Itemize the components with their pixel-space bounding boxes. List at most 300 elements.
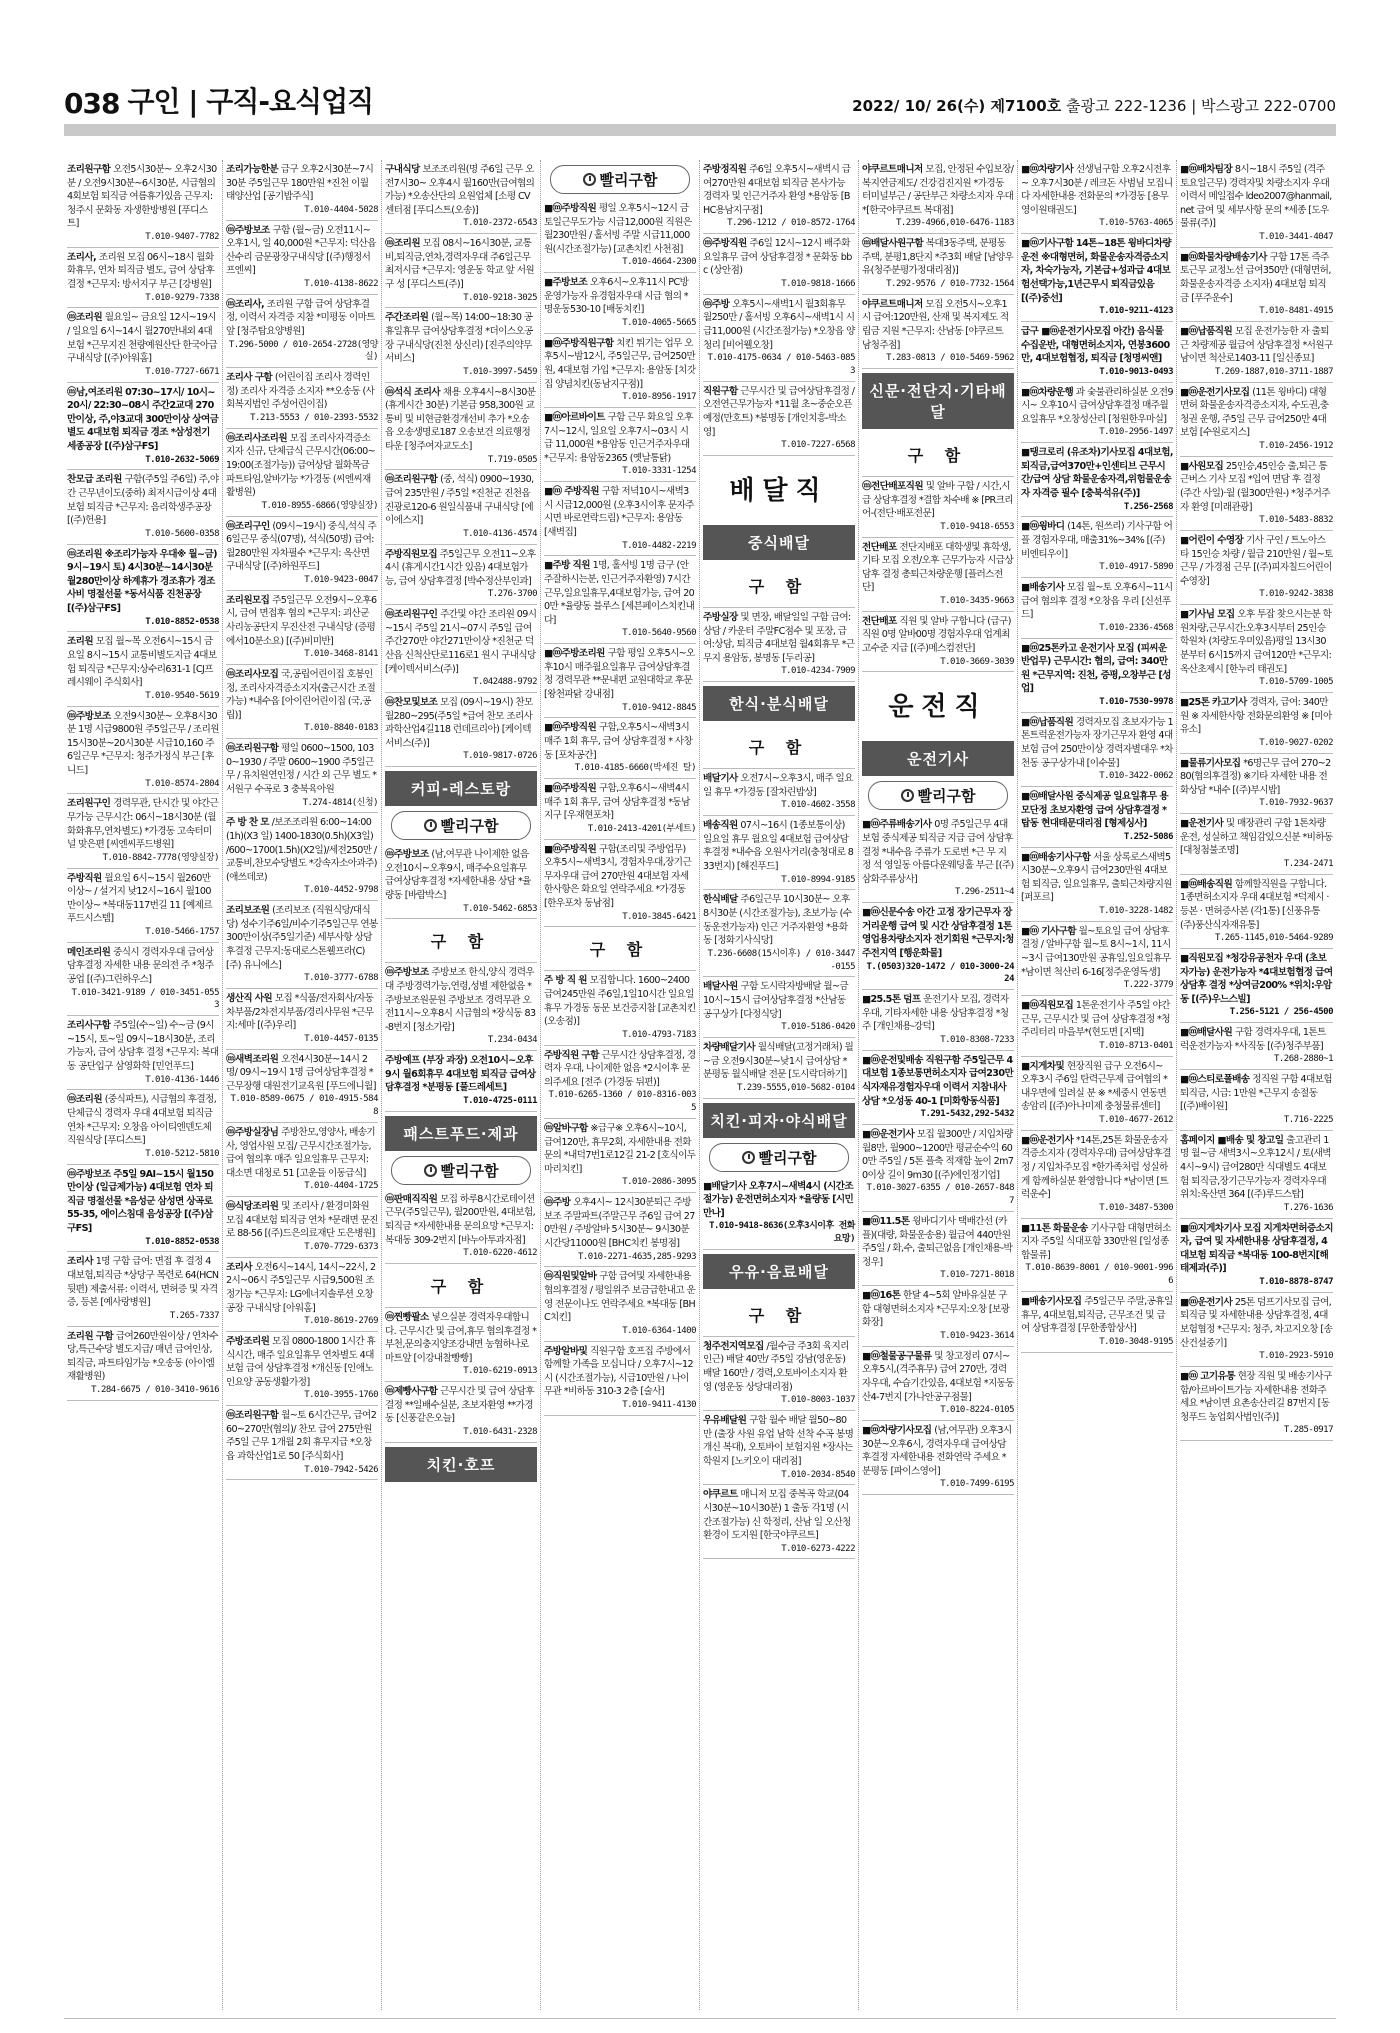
- classified-ad: [1021, 713, 1173, 787]
- ad-body: 중식시 경력자우대 급여상담후결정 자세한 내용 문의전 주 *청주공업 [(주)그린하우스]: [67, 946, 214, 986]
- ad-body: 07:30~17시/ 10시~20시/ 22:30~08시 주간2교대 270만이상, 주,야3교대 300만이상 상여금별도 4대보험 퇴직금 경조 *삼성전기 세종공장 [(주)삼구FS]: [67, 386, 219, 453]
- classified-ad: [862, 612, 1014, 673]
- ad-body: (중, 석식) 0900~1930, 급여 235만원 / 주5일 *진천군 진천읍 진광로120-6 원일식품내 구내식당 [에이에스지]: [385, 474, 534, 527]
- ad-body: 근무시간 및 급여 상담후 결정 **일배수실분, 초보자환영 **가경동 [신풍같은오늘]: [385, 1386, 535, 1425]
- ad-body: 국,공립어린이집 호봉인정, 조리사자격증소지자(출근시간 조절가능) *내수읍 [아이린어린이집 (국,공립)]: [226, 668, 376, 721]
- ad-title: ■ⓜ운전기사: [1180, 1296, 1235, 1308]
- ad-title: ■25톤 카고기사: [1180, 697, 1250, 709]
- ad-body: 및 면장, 배달일일 구함 급여:상담 / 카운터 주말FC점수 및 포장, 급여:상담, 퇴직금 4대보험 월4회휴무 *근무지 용암동, 봉명동 [두리공]: [703, 611, 855, 664]
- classified-ad: [67, 1016, 219, 1090]
- ad-body: 오후5시~새벽1시 월3회휴무 월250만 / 홀서빙 오후6시~새벽1시 시급11,000원 (시간조절가능) *오창읍 양청리 [비어웰오창]: [703, 298, 855, 351]
- ad-body: 모집 월300만 / 지입차량 월8만, 월900~1200만 평균순수익 600만 주5일 / 5톤 플축 적재함 높이 2m70이상 길이 9m30 [(주)에인정기업]: [862, 1128, 1014, 1181]
- ad-phone: T.010-7932-9637: [1259, 798, 1333, 809]
- classified-ad: [1180, 875, 1333, 949]
- ad-title: ■11톤 화물운송: [1021, 1222, 1091, 1234]
- ad-title: ⓜ직원및알바: [544, 1271, 600, 1283]
- section-band: 우유·음료배달: [703, 1254, 855, 1289]
- ad-phone: T.010-3422-0062: [1099, 771, 1173, 782]
- subsection-heading: 구 함: [862, 433, 1014, 477]
- column-7: [1018, 160, 1177, 2010]
- ad-body: 매니저 모집 중복곡 학교(04시30분~10시30분) 1 출동 각1명 (시간조절가능) 신 학정리, 산남 일 오산청 환경이 도지원 [한국야쿠르트]: [703, 1489, 851, 1542]
- ad-body: 평일 0600~1500, 1030~1930 / 주말 0600~1900 주5일근무 / 유치원연인정 / 시간 외 근무 별도 *서원구 수곡로 3 충북육아원: [226, 743, 377, 795]
- ad-body: 주6일근무 10시30분~ 오후8시30분 (시간조절가능), 초보가능 (수동운전가능자) 인근 거주자환영 *용화동 [정화기사식당]: [703, 894, 852, 947]
- ad-phone: T.010-4482-2219: [622, 540, 696, 551]
- classified-ad: [1021, 1131, 1173, 1219]
- ad-title: ⓜ주방보조: [67, 710, 114, 722]
- ad-title: ⓜ조리원구함: [385, 474, 441, 486]
- ad-body: 경력자, 급여: 340만원 ※ 자세한사항 전화문의환영 ※ [미아유소]: [1180, 697, 1332, 736]
- ad-title: ⓜ조리원: [67, 548, 105, 560]
- header-rule: [64, 124, 1336, 136]
- ad-phone: T.276-3700: [487, 589, 537, 600]
- ad-title: 주 방 직 원: [544, 975, 590, 987]
- classified-ad: [1180, 322, 1333, 383]
- ad-phone: T.010-9279-7338: [145, 292, 219, 303]
- ad-phone: T.010-8955-6866(영양실장): [261, 500, 378, 511]
- ad-title: ⓜ조리원구인: [385, 609, 441, 621]
- ad-phone: T.010-8842-7778(영양실장): [102, 852, 219, 863]
- ad-body: 주간및 야간 조리원 09시~15시 주5일 21시~07시 주5일 급여 주간270만 야간271만이상 *진천군 덕산읍 신척산단로116로1 원시 구내식당 [케이텍서비스(주)]: [385, 609, 537, 675]
- ad-title: ■ⓜ배송기사구함: [1021, 851, 1094, 863]
- ad-body: 오후6시~오후11시 PC방운영가능자 유경험자우대 시급 협의 *명운동530-10 [배동치킨]: [544, 277, 689, 316]
- ad-phone: T.010-2632-5069: [145, 454, 219, 465]
- classified-ad: [544, 971, 696, 1045]
- ad-title: 조리가능한분: [226, 164, 281, 175]
- ad-phone: T.010-9411-4130: [622, 1400, 696, 1411]
- ad-title: 조리사 구함: [226, 372, 275, 384]
- classified-ad: [67, 707, 219, 795]
- ad-body: 직원구함 호프집 주방에서 함께할 가족을 모십니다 / 오후7시~12시 (시간조절가능), 시급10만원 / 나이무관 *비하동 310-3 2층 [술사]: [544, 1345, 694, 1398]
- ad-title: ■ⓜ차량운행: [1021, 386, 1076, 398]
- ad-body: ※대형면허, 화물운송자격증소지자, 차숙가능자, 기본급+성과급 4대보험선택가능,1년근무시 퇴직금있음 [(주)중선]: [1021, 251, 1171, 304]
- ad-title: 주방직원: [67, 872, 105, 884]
- classified-ad: [1021, 322, 1173, 383]
- ad-phone: T.010-8852-0538: [145, 616, 219, 627]
- ad-title: ⓜ제빵사구함: [385, 1386, 441, 1398]
- ad-title: 야쿠르트: [703, 1489, 741, 1501]
- section-band: 치킨·호프: [385, 1447, 537, 1482]
- ad-phone: T.010-3048-9195: [1099, 1336, 1173, 1347]
- ad-phone: T.010-2372-6543: [463, 218, 537, 229]
- ad-title: ⓜ조리원: [67, 1094, 105, 1106]
- ad-phone: T.291-5432,292-5432: [920, 1109, 1014, 1120]
- classified-ad: [1180, 160, 1333, 248]
- ad-body: 월~토요일 급여 상담후 결정 / 알바구함 월~토 8시~1시, 11시~3시 급여130만원 공휴일,일요일휴무 *남이면 척산리 6-16[정주운영독생]: [1021, 925, 1171, 978]
- ad-body: ※급구※ 오후6시~10시, 급여120만, 휴무2회, 자세한내용 전화문의 *내덕7번1로12길 21-2 [호식이두마리치킨]: [544, 1122, 696, 1175]
- ad-title: 야쿠르트매니저: [862, 164, 926, 175]
- ad-body: 주5일 9AI~15시 월150만이상 (일급제가능) 4대보험 연차 퇴직금 명절선물 *음성군 삼성면 상곡로 55-35, 에이스침대 음성공장 [(주)삼구FS]: [67, 1168, 214, 1235]
- ad-title: ⓜ전단배포직원: [862, 481, 926, 492]
- ad-phone: T.010-6273-4222: [781, 1543, 855, 1554]
- ad-phone: T.010-3435-9663: [940, 596, 1014, 607]
- classified-ad: [1180, 1367, 1333, 1441]
- ad-body: 오후7시~새벽4시 (시간조절가능) 운전면허소지자 *율량동 [시민만나]: [703, 1180, 854, 1219]
- ad-body: (조리보조 (직원식당/대식당) 성수기주6일/비수기주5일근무 연봉300만이상(주5일기준) 세부사항 상담후결정 근무지:동대로스톤웰프라(C) [주) 유니에스]: [226, 905, 378, 971]
- ad-phone: T.265-7337: [169, 1310, 219, 1321]
- column-6: [859, 160, 1018, 2010]
- ad-title: ⓜ조리원: [67, 312, 105, 324]
- ad-phone: T.010-5763-4065: [1099, 218, 1173, 229]
- ad-phone: T.010-4065-5665: [622, 318, 696, 329]
- ad-body: 구함 저녁10시~새벽3시 시급12,000원 (오후3시이후 문자주시면 바로연락드림) *근무지: 용암동 [새벽집]: [544, 486, 694, 539]
- classified-ad: [1180, 248, 1333, 322]
- ad-body: 모집 08시~16시30분, 교통비,퇴직금,연차,경력자우대 주6일근무 최저시급 *근무지: 영운동 학교 앞 서원구 성 [푸디스트(주)]: [385, 238, 535, 291]
- ad-body: 구함,오후6시~새벽4시 매주 1회 휴무, 급여 상담후결정 *동남지구 [우재현포차]: [544, 783, 690, 822]
- ad-title: 홈페이지 ■배송 및 창고일: [1180, 1134, 1287, 1146]
- contact-numbers: 출광고 222-1236 | 박스광고 222-0700: [1066, 97, 1336, 115]
- ad-title: ⓜ조리구인: [226, 520, 273, 532]
- page-title: 구인 | 구직-요식업직: [127, 85, 374, 118]
- ad-phone: T.296-2511~4: [954, 887, 1014, 898]
- ad-title: ■ⓜ배차팀장: [1180, 164, 1235, 175]
- ad-body: 주5일(수~일) 수~금 (9시~15시, 토~일 09시~18시30분, 조리가능자, 급여 상담후 결정 *근무지: 복대동 공단입구 삼영화학 [민언푸드]: [67, 1020, 219, 1073]
- ad-body: 구함 급여및 자세한내용 협의후결정 / 평일위주 보금급한내고 운영 전문이나도 연락주세요 *복대동 [BHC치킨]: [544, 1271, 696, 1324]
- classified-ad: [1180, 754, 1333, 815]
- classified-ad: [1021, 922, 1173, 996]
- column-3: [382, 160, 541, 2010]
- ad-phone: T.268-2880~1: [1273, 1054, 1333, 1065]
- classified-ad: [67, 1327, 219, 1401]
- ad-body: *14톤,25톤 화물운송자격증소지자 (경력자우대) 급여상담후결정 / 지입차주모집 *한가족처럼 성실하게 함께하실분 환영합니다 *남이면 [트럭운수]: [1021, 1134, 1171, 1201]
- ad-title: 조리사,: [67, 251, 99, 263]
- page-header: [64, 80, 1336, 120]
- ad-title: 주방직원모집: [385, 548, 440, 560]
- classified-ad: [67, 632, 219, 706]
- ad-body: 구함 경력자우대, 1톤트럭운전가능자 *사직동 [(주)청주부품]: [1180, 1027, 1326, 1052]
- ad-body: 서울 상록로스새벽5시30분~오후9시 급여230만원 4대보험 퇴직금, 일요일휴무, 출퇴근차량지원 [퍼포르]: [1021, 851, 1172, 904]
- ad-phone: T.010-6219-0913: [463, 1366, 537, 1377]
- ad-title: 조리원모집: [226, 594, 273, 606]
- ad-body: 출고관리 1명 월~금 새벽3시~오후12시 / 토(새벽4시~9시) 급여280만 식대별도 4대보험 퇴직금,장기근무가능자 경력자우대 위치:옥산면 364 [(주)루드스탑]: [1180, 1134, 1331, 1201]
- classified-ad: [703, 1038, 855, 1099]
- classified-ad: [544, 1119, 696, 1193]
- classified-ad: [1021, 848, 1173, 922]
- classified-ad: [703, 1411, 855, 1485]
- section-band: 신문·전단지·기타배달: [862, 373, 1014, 429]
- ad-title: ■ⓜ운전및배송 직원구함: [862, 1054, 963, 1066]
- ad-title: ■ⓜ운전기사: [862, 1128, 917, 1140]
- ad-phone: T.010-4138-8622: [304, 279, 378, 290]
- classified-ad: [226, 591, 378, 665]
- classified-ad: [1021, 160, 1173, 234]
- ad-phone: T.010-5186-0420: [781, 1022, 855, 1033]
- footer-rule: [64, 2018, 1336, 2019]
- ad-body: 기사 구인 / 트노아스타 15인승 차량 / 월급 210만원 / 월~토 근무 / 가경점 근무 [(주)피자칠드어린이수영장]: [1180, 535, 1333, 587]
- classified-ad: [544, 482, 696, 556]
- classified-ad: [1021, 578, 1173, 639]
- classified-ad: [226, 1332, 378, 1406]
- ad-title: 차량배달기사: [703, 1041, 758, 1053]
- ad-body: (피씨운반업무) 근무시간: 협의, 급여: 340만원 *근무지역: 진천, 증평,오창부근 [성업]: [1021, 642, 1171, 695]
- classified-ad: [226, 739, 378, 813]
- ad-phone: T.010-8639-8001 / 010-9001-9966: [1025, 1263, 1173, 1287]
- classified-ad: [862, 295, 1014, 369]
- ad-phone: T.222-3779: [1123, 980, 1173, 991]
- classified-ad: [226, 1123, 378, 1197]
- classified-ad: [544, 556, 696, 644]
- subsection-heading: 구 함: [385, 919, 537, 963]
- ad-phone: T.010-4234-7909: [781, 666, 855, 677]
- column-8: [1177, 160, 1336, 2010]
- classified-ad: [862, 1051, 1014, 1125]
- classified-ad: [385, 160, 537, 234]
- ad-body: 모집 조리사자격증소지자 신규, 단체급식 근무시간(06:00~19:00(조절가능)) 급여상담 월화목금 파트타임,알바가능 *가경동 (씨엔씨재활병원): [226, 432, 376, 499]
- classified-ad: [1180, 1219, 1333, 1293]
- ad-phone: T.010-9211-4123: [1099, 306, 1173, 317]
- ad-phone: T.010-2336-4568: [1099, 622, 1173, 633]
- ad-title: ■ⓜ신문수송 아간 고정 장기근무자 장거리운행: [862, 907, 1012, 932]
- subsection-heading: 구 함: [703, 1293, 855, 1337]
- classified-ad: [862, 1212, 1014, 1286]
- ad-phone: T.284-6675 / 010-3410-9616: [91, 1385, 219, 1396]
- ad-body: (중식파트), 시급협의 후결정, 단체급식 경력자 우대 4대보험 퇴직금 연차 *근무지: 오창읍 아이티엔덴도체 직원식당 [푸디스트]: [67, 1094, 217, 1147]
- classified-ad: [385, 1382, 537, 1443]
- subsection-heading: 구 함: [703, 725, 855, 769]
- ad-body: *청강유공천자 우대 (초보자가능) 운전가능자 *4대보험협정 급여상담후 결정 *상여금200% *위치:우암동 [(주)우느스빌]: [1180, 953, 1333, 1005]
- ad-phone: T.010-6265-1360 / 010-8316-0035: [548, 1090, 696, 1114]
- urgent-chip: [709, 1143, 849, 1172]
- ad-phone: T.010-5600-0358: [145, 528, 219, 539]
- ad-title: 메인조리원: [67, 946, 114, 958]
- ad-body: 1명 구함 급여: 면접 후 결정 4대보험,퇴직금 *상당구 목련로 64(HCN 뒷편) 제출서류: 이력서, 면허증 및 자격증, 등본 [예사랑병원]: [67, 1256, 219, 1309]
- classified-ad: [1021, 1057, 1173, 1131]
- ad-phone: T.010-4175-0634 / 010-5463-0853: [707, 353, 855, 376]
- ad-body: (어린이집 조리사 경력인정) 조리사 자격증 소지자 **오송동 (사회복지법인 주성어린이집): [226, 372, 375, 411]
- classified-ad: [703, 977, 855, 1038]
- classified-ad: [226, 1406, 378, 1480]
- ad-title: ■ⓜ 기사구함: [1021, 925, 1079, 937]
- ad-body: 모집 운전가능한 자 출퇴근 차량제공 월급여 상담후결정 *서원구 남이면 척산로1403-11 [일신종묘]: [1180, 326, 1333, 365]
- ad-phone: T.010-2923-5910: [1259, 1351, 1333, 1362]
- ad-phone: T.010-9540-5619: [145, 690, 219, 701]
- classified-ad: [862, 477, 1014, 538]
- column-5: [700, 160, 859, 2010]
- ad-body: 구함(주5일 주6일) 주,야간 근무년이도(중하) 최저시급이상 4대보험 퇴직금 *근무지: 음리학생주공장 [(주)헌용]: [67, 474, 219, 527]
- classified-ad: [67, 943, 219, 1016]
- ad-body: 구함(조리및 주방업무) 오후5시~새벽3시, 경험자우대,장기근무자우대 급여 270만원 4대보험 자세한사항은 화요일 연락주세요 *가경동 [한우포차 동남점]: [544, 843, 692, 910]
- ad-body: 8시~18시 주5일 (격주 토요일근무) 경력자및 차량소지자 우대 이력서 메일접수 ldeo2007@hanmail,net 급여 및 세부사항 문의 *세종 [도우물류(주)]: [1180, 164, 1332, 230]
- ad-phone: T.010-2086-3095: [622, 1177, 696, 1188]
- ad-body: 1톤운전기사 주5일 야간근무, 근무시간 및 급여 상담후결정 *청주리터리 마을부*(현도면 [지택]: [1021, 1000, 1170, 1039]
- ad-title: ■ⓜ 고기유통: [1180, 1371, 1238, 1383]
- ad-title: ⓜ식당조리원: [226, 1201, 282, 1213]
- classified-ad: [544, 273, 696, 334]
- ad-phone: T.010-6431-2328: [463, 1427, 537, 1438]
- classified-ad: [862, 1125, 1014, 1212]
- classified-ad: [1021, 639, 1173, 713]
- ad-body: 및 매장관리 구함 1톤차량운전, 성실하고 책임감있으신분 *비하동 [대청첨불조명]: [1180, 818, 1333, 857]
- ad-phone: T.239-5555,010-5682-0104: [736, 1082, 855, 1093]
- ad-title: ⓜ찐빵팔소: [385, 1312, 432, 1324]
- classified-ad: [226, 295, 378, 368]
- ad-body: 함께할직원을 구합니다. 1종면허소지자 우대 4대보험 *덕제시 · 등본 · 면허증사본 (각1통) [신풍유통(주)풍산식자재유통]: [1180, 878, 1329, 931]
- classified-ad: [67, 248, 219, 309]
- issue-date: 2022/ 10/ 26(수) 제7100호: [852, 97, 1062, 115]
- ad-title: 주 방 찬 모: [226, 817, 272, 829]
- ad-phone: T.010-2456-1912: [1259, 441, 1333, 452]
- ad-body: 오전4시30분~14시 2명/ 09시~19시 1명 급여상담후결정 *근무장행 대원전기교육원 [푸드에니월]: [226, 1053, 376, 1092]
- clock-icon: [901, 789, 914, 802]
- urgent-chip: [550, 165, 690, 194]
- ad-title: ⓜ주방실장님: [226, 1126, 282, 1138]
- ad-title: 우유배달원: [703, 1415, 750, 1427]
- ad-body: 4대보험,퇴직금,급여370만+인센티브 근무시간/급여 상담 화물운송자격,위험물운송자 자격증 필수 [충북석유(주)]: [1021, 447, 1173, 500]
- ad-body: 구함 평일 오후5시~오후10시 매주월요일휴무 급여상담후결정 경력무관 **문내편 교원대학교 후문 [왕천파닭 강내점]: [544, 648, 695, 701]
- ad-phone: T.010-9242-3838: [1259, 589, 1333, 600]
- classified-ad: [1180, 1070, 1333, 1131]
- ad-title: 찬모급 조리원: [67, 474, 125, 486]
- ad-phone: T.236-6608(15시이후) / 010-3447-0155: [707, 948, 855, 972]
- ad-body: 모집 오전5시~오후1시 급여:120만원, 산재 및 복지제도 적립금 지원 *근무지: 산남동 [야쿠르트 남청주점]: [862, 298, 1009, 351]
- ad-title: ■배송기사모집: [1021, 1295, 1085, 1307]
- ad-phone: T.274-4814(신청): [302, 797, 378, 808]
- ad-title: ■25.5톤 덤프: [862, 994, 924, 1006]
- ad-title: ■ⓜ주방조리원: [544, 648, 608, 660]
- classified-ad: [1021, 996, 1173, 1057]
- ad-title: 주방예프: [385, 1055, 423, 1067]
- ad-title: ■ⓜ차량기사: [1021, 164, 1076, 175]
- ad-body: 주방보조 한식,양식 경력우대 주방경력가능,연령,성별 제한없음 *주방보조원문원 주방보조 경력무관 오전11시~오후8시 시급협의 *장식동 83-8번지 [청소가람]: [385, 967, 536, 1033]
- classified-ad: [67, 545, 219, 633]
- ad-phone: T.010-4452-9798: [304, 885, 378, 896]
- ad-phone: T.010-5466-1757: [145, 927, 219, 938]
- ad-title: ■ⓜ주방직원구함: [544, 337, 617, 349]
- ad-title: ■ⓜ납품직원: [1180, 326, 1235, 338]
- classified-ad: [703, 295, 855, 382]
- ad-phone: T.010-4185-6660(박세진 탈): [574, 763, 696, 774]
- ad-phone: T.010-7499-6195: [940, 1479, 1014, 1490]
- ad-title: 배송직원: [703, 820, 741, 832]
- ad-title: ⓜ주방보조: [385, 967, 432, 979]
- ad-title: 조리사구함: [67, 1020, 114, 1032]
- ad-body: 오전5시30분~ 오후2시30분 / 오전9시30분~6시30분, 시급협의 4회보험 퇴직금 여름휴가있음 근무지: 청주시 문화동 자생한방병원 [푸디스트]: [67, 164, 217, 230]
- ad-body: 구함,오후5시~새벽3시 매주 1회 휴무, 급여 상담후결정 * 사창동 [포차공간]: [544, 722, 693, 761]
- ad-body: (남,여무관 나이제한 없음 오전10시~오후9시, 매주수요일휴무 급여상담후결정 *자세한내용 상담 *율량동 [바람박스]: [385, 849, 531, 902]
- ad-title: 조리원구인: [67, 798, 114, 810]
- ad-title: ⓜ조리원: [385, 238, 423, 250]
- clock-icon: [742, 1151, 755, 1164]
- ad-body: 경력자모집 초보자가능 1톤트럭운전가능자 장기근무자 환영 4대보험 급여 250만이상 경력자별대우 *차천동 공구상가내 [이수물]: [1021, 716, 1173, 769]
- category-heading: 운전직: [888, 692, 988, 723]
- ad-title: ■ⓜ운전기사모집: [1180, 386, 1253, 398]
- ad-body: 구함 도시락자방배달 월~금 10시~15시 급여상담후결정 *산남동 공구상가 [다정식당]: [703, 981, 849, 1020]
- ad-phone: T.010-3421-9189 / 010-3451-0553: [71, 987, 219, 1011]
- ad-phone: T.010-7942-5426: [304, 1464, 378, 1475]
- ad-body: 주5일근무 오전11~오후4시 (휴게시간1시간 있음) 4대보험가능, 급여 상담후결정 [박수정산부인과]: [385, 548, 536, 587]
- classified-ad: [67, 1165, 219, 1253]
- classified-ad: [385, 1051, 537, 1112]
- ad-body: 07시~16시 (1종보통이상) 일요일 휴무 월요일 4대보험 급여상담후결정 *내수읍 오원사거리(충청대로 833번지) [해진푸드]: [703, 820, 854, 872]
- page-number: 038: [64, 87, 120, 120]
- ad-body: 보조조리원(명 주6일 근무 오전7시30~ 오후4시 월160만(급여협의가능) *오송산단의 요원업체 [소평 CV센터점 [푸디스트(오송)]: [385, 164, 535, 216]
- ad-title: 주방조리원: [226, 1335, 273, 1347]
- ad-body: 근무시간 상담후결정, 경력자 우대, 나이제한 없음 *2시이후 문의주세요 [전주 (가경동 뒤편)]: [544, 1049, 696, 1088]
- ad-title: ■ⓜ차량기사모집: [862, 1424, 935, 1436]
- clock-icon: [424, 819, 437, 832]
- urgent-label: 빨리구함: [917, 787, 976, 806]
- ad-title: ■ⓜ윙바디: [1021, 521, 1068, 533]
- classified-ad: [703, 1337, 855, 1411]
- ad-body: 모집 하루8시간로테이션근무(주5일근무), 월200만원, 4대보험, 퇴직금 *자세한내용 문의요망 *근무지: 복대동 309-2번지 [바누아투과자점]: [385, 1193, 536, 1246]
- ad-phone: T.296-5000 / 010-2654-2728(영양실): [228, 339, 378, 363]
- ad-body: 주방찬모,영양사, 배송기사, 영업사원 모집/ 근무시간조절가능, 급여 협의후 매주 일요일휴무 근무지: 대소면 대청로 51 [고운들 이동급식]: [226, 1126, 376, 1179]
- classified-ad: [703, 608, 855, 682]
- ad-title: ■ⓜ주방직원: [544, 203, 599, 214]
- ad-title: 전단배포: [862, 541, 900, 553]
- ad-phone: T.042488-9792: [473, 677, 537, 688]
- classified-ad: [385, 605, 537, 693]
- classified-ad: [703, 160, 855, 234]
- classified-ad: [862, 160, 1014, 234]
- ad-phone: T.010-4664-2300: [622, 257, 696, 268]
- ad-title: ⓜ석식 조리사: [385, 386, 443, 398]
- classified-ad: [1021, 787, 1173, 848]
- ad-phone: T.010-8994-9185: [781, 874, 855, 885]
- issue-info: [852, 95, 1336, 120]
- urgent-chip: [391, 811, 531, 840]
- classified-ad: [1180, 383, 1333, 457]
- classified-ad: [67, 1252, 219, 1326]
- ad-phone: T.010-5640-9560: [622, 628, 696, 639]
- classified-ad: [862, 1347, 1014, 1421]
- ad-title: 조리사: [226, 1261, 255, 1273]
- column-1: [64, 160, 223, 2010]
- ad-title: 주간조리원: [385, 312, 432, 324]
- ad-body: 및 알바 구함 / 시간,시급 상담후결정 *결합 차수배 ※ [PR크리어-(전단·배포전문]: [862, 481, 1013, 520]
- classified-ad: [226, 1050, 378, 1123]
- classified-ad: [703, 890, 855, 977]
- ad-phone: T.010-8840-0183: [304, 723, 378, 734]
- ad-phone: T.010-5462-6853: [463, 903, 537, 914]
- ad-title: ■ⓜ직원모집: [1021, 1000, 1076, 1011]
- ad-phone: T.010-2956-1497: [1099, 427, 1173, 438]
- ad-phone: T.234-2471: [1283, 859, 1333, 870]
- ad-title: ■탱크로리 (유조차)기사모집: [1021, 447, 1138, 459]
- ad-phone: T.010-3845-6421: [622, 911, 696, 922]
- ad-body: (14톤, 원쓰리) 기사구함 어플 경험자우대, 매출31%~34% [(주)비엔티우이]: [1021, 521, 1173, 560]
- ad-phone: T.010-2413-4201(부세트): [587, 823, 696, 834]
- ad-phone: T.010-4136-4574: [463, 528, 537, 539]
- ad-title: 생산직 사원: [226, 993, 275, 1004]
- ad-phone: T.269-1887,010-3711-1887: [1214, 366, 1333, 377]
- ad-body: 현장 직원 및 배송기사구함/아르바이트가능 자세한내용 전화주세요 *남이면 요촌송산리길 87번지 [동청푸드 농업회사법인(주)]: [1180, 1371, 1332, 1423]
- section-band: 한식·분식배달: [703, 686, 855, 721]
- ad-body: 오전9시30분~ 오후8시30분 1명 시급9800원 주5일근무 / 조리원15시30분~20시30분 시급10,160 주6일근무 *근무지: 청주가정식 부근 [후니드]: [67, 710, 219, 777]
- ad-title: ⓜ주방직원: [703, 238, 750, 250]
- ad-body: *복대동 100-8번지[해태제과(주)]: [1180, 1249, 1329, 1275]
- clock-icon: [583, 173, 596, 186]
- ad-title: ■ⓜ주방직원: [544, 843, 599, 855]
- ad-phone: T.010-3669-3039: [940, 656, 1014, 667]
- ad-phone: T.010-7727-6671: [145, 366, 219, 377]
- urgent-label: 빨리구함: [758, 1148, 817, 1167]
- ad-title: ⓜ주방: [544, 1197, 574, 1209]
- ad-body: 및 조리사 / 환경미화원 모집 4대보험 퇴직금 연차 *문래면 문진로 88-56 [(주)드은의료재단 도은병원]: [226, 1201, 378, 1240]
- classified-ad: [544, 718, 696, 779]
- ad-phone: T.010-9412-8845: [622, 702, 696, 713]
- ad-phone: T.285-0917: [1283, 1425, 1333, 1436]
- classified-ad: [385, 383, 537, 471]
- ad-phone: T.239-4966,010-6476-1183: [895, 218, 1014, 229]
- ad-body: 과 숯불관리하실분 오전9시~ 오후10시 급여상담후결정 매주월요일휴무 *오창성산리 [청원한우마실]: [1021, 386, 1173, 425]
- classified-ad: [862, 538, 1014, 612]
- ad-title: ■ⓜ납품직원: [1021, 716, 1076, 728]
- ad-body: 구함 17톤 즉주토근무 교정노선 급여350만 (대형면허,화물운송자격증 소지자) 4대보험 퇴직금 [푸주운수]: [1180, 251, 1331, 304]
- ad-body: 오전7시~오후3시, 매주 일요일 휴무 *가경동 [잘차린밥상]: [703, 773, 853, 798]
- classified-ad: [1180, 531, 1333, 605]
- ad-phone: T.276-1636: [1283, 1202, 1333, 1213]
- ad-body: /월수금 주3회 육지리인근) 배달 40만/ 주5일 강남(영운동) 배달 160만 / 경력,오토바이소지자 환영 (영운동 상당대리점): [703, 1340, 849, 1393]
